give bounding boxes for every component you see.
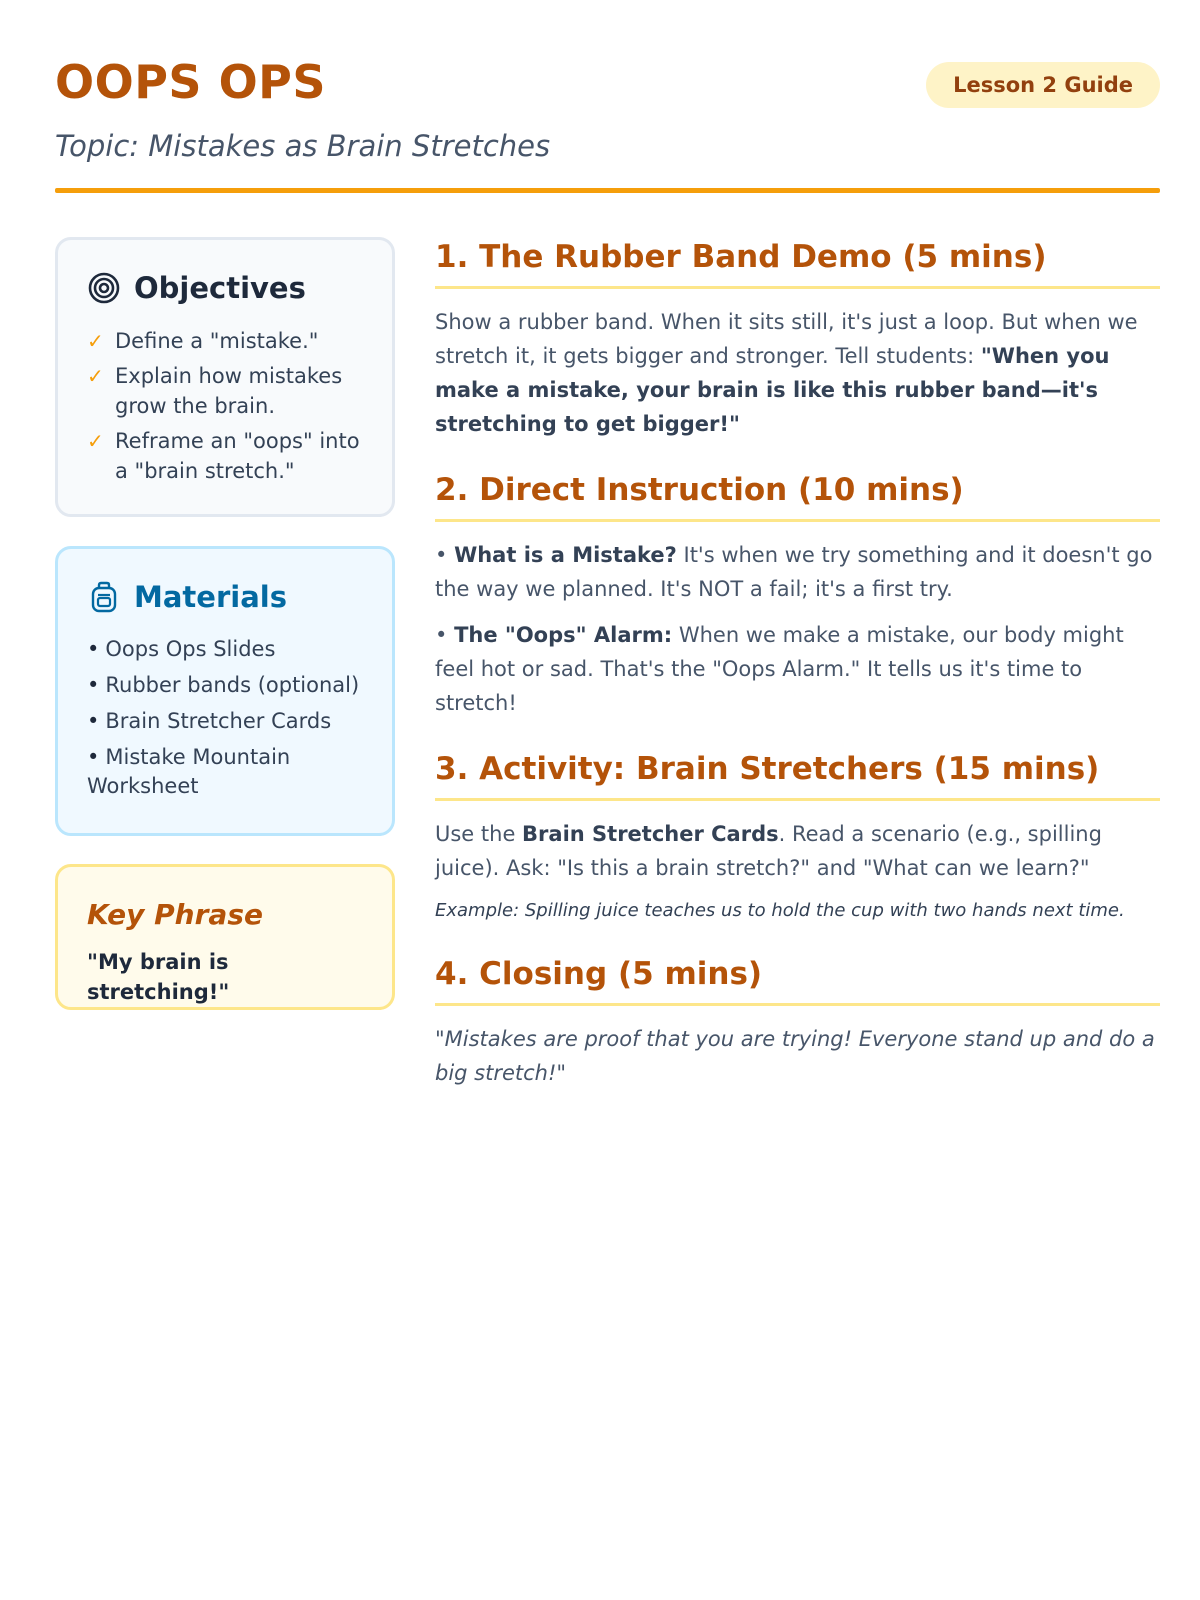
lesson-content [435,235,1160,1117]
lesson-badge: Lesson 2 Guide [926,62,1160,108]
objectives-heading: Objectives [134,271,306,305]
objective-item: ✓ Define a "mistake." [87,326,362,356]
bullet-paragraph: • The "Oops" Alarm: When we make a mistake, our body might feel hot or sad. That's the "Oops Alarm." It tells us it's time to stretch! [435,623,1124,715]
page-header [55,52,1160,192]
page-title: OOPS OPS [55,55,327,109]
materials-header [87,577,362,617]
objectives-card [55,237,395,517]
checkmark-icon: ✓ [87,329,104,353]
header-divider [55,188,1160,193]
checkmark-icon: ✓ [87,364,104,388]
closing-quote: "Mistakes are proof that you are trying! Everyone stand up and do a big stretch!" [435,1027,1155,1085]
checkmark-icon: ✓ [87,429,104,453]
material-item: • Brain Stretcher Cards [87,709,332,733]
key-phrase-heading: Key Phrase [87,898,263,931]
section-title: 4. Closing (5 mins) [435,952,1160,1006]
materials-card [55,546,395,836]
example-text: Example: Spilling juice teaches us to hold the cup with two hands next time. [435,900,1125,921]
material-item: • Mistake Mountain Worksheet [87,745,291,798]
materials-list [87,635,362,801]
section-paragraph: Show a rubber band. When it sits still, it's just a loop. But when we stretch it, it gets bigger and stronger. Tell students: "When you make a mistake, your brain is like this rubber band—it's stretching to get bigger!" [435,310,1138,436]
bullet-paragraph: • What is a Mistake? It's when we try something and it doesn't go the way we planned. It's NOT a fail; it's a first try. [435,543,1153,601]
section-paragraph: Use the Brain Stretcher Cards. Read a scenario (e.g., spilling juice). Ask: "Is this a brain stretch?" and "What can we learn?" [435,822,1102,880]
section-rubber-band-demo [435,235,1160,441]
section-title: 2. Direct Instruction (10 mins) [435,468,1160,522]
objectives-list [87,326,362,486]
section-title: 1. The Rubber Band Demo (5 mins) [435,235,1160,289]
material-item: • Oops Ops Slides [87,637,276,661]
target-icon [87,271,121,305]
page-subtitle: Topic: Mistakes as Brain Stretches [55,129,551,163]
section-activity [435,747,1160,925]
materials-heading: Materials [134,580,287,614]
section-title: 3. Activity: Brain Stretchers (15 mins) [435,747,1160,801]
material-item: • Rubber bands (optional) [87,673,360,697]
section-direct-instruction [435,468,1160,720]
key-phrase-text: "My brain is stretching!" [87,950,230,1004]
section-closing [435,952,1160,1090]
key-phrase-card [55,864,395,1010]
objective-item: ✓ Reframe an "oops" into a "brain stretch." [87,426,362,486]
objectives-header [87,268,362,308]
backpack-icon [87,580,121,614]
objective-item: ✓ Explain how mistakes grow the brain. [87,361,362,421]
